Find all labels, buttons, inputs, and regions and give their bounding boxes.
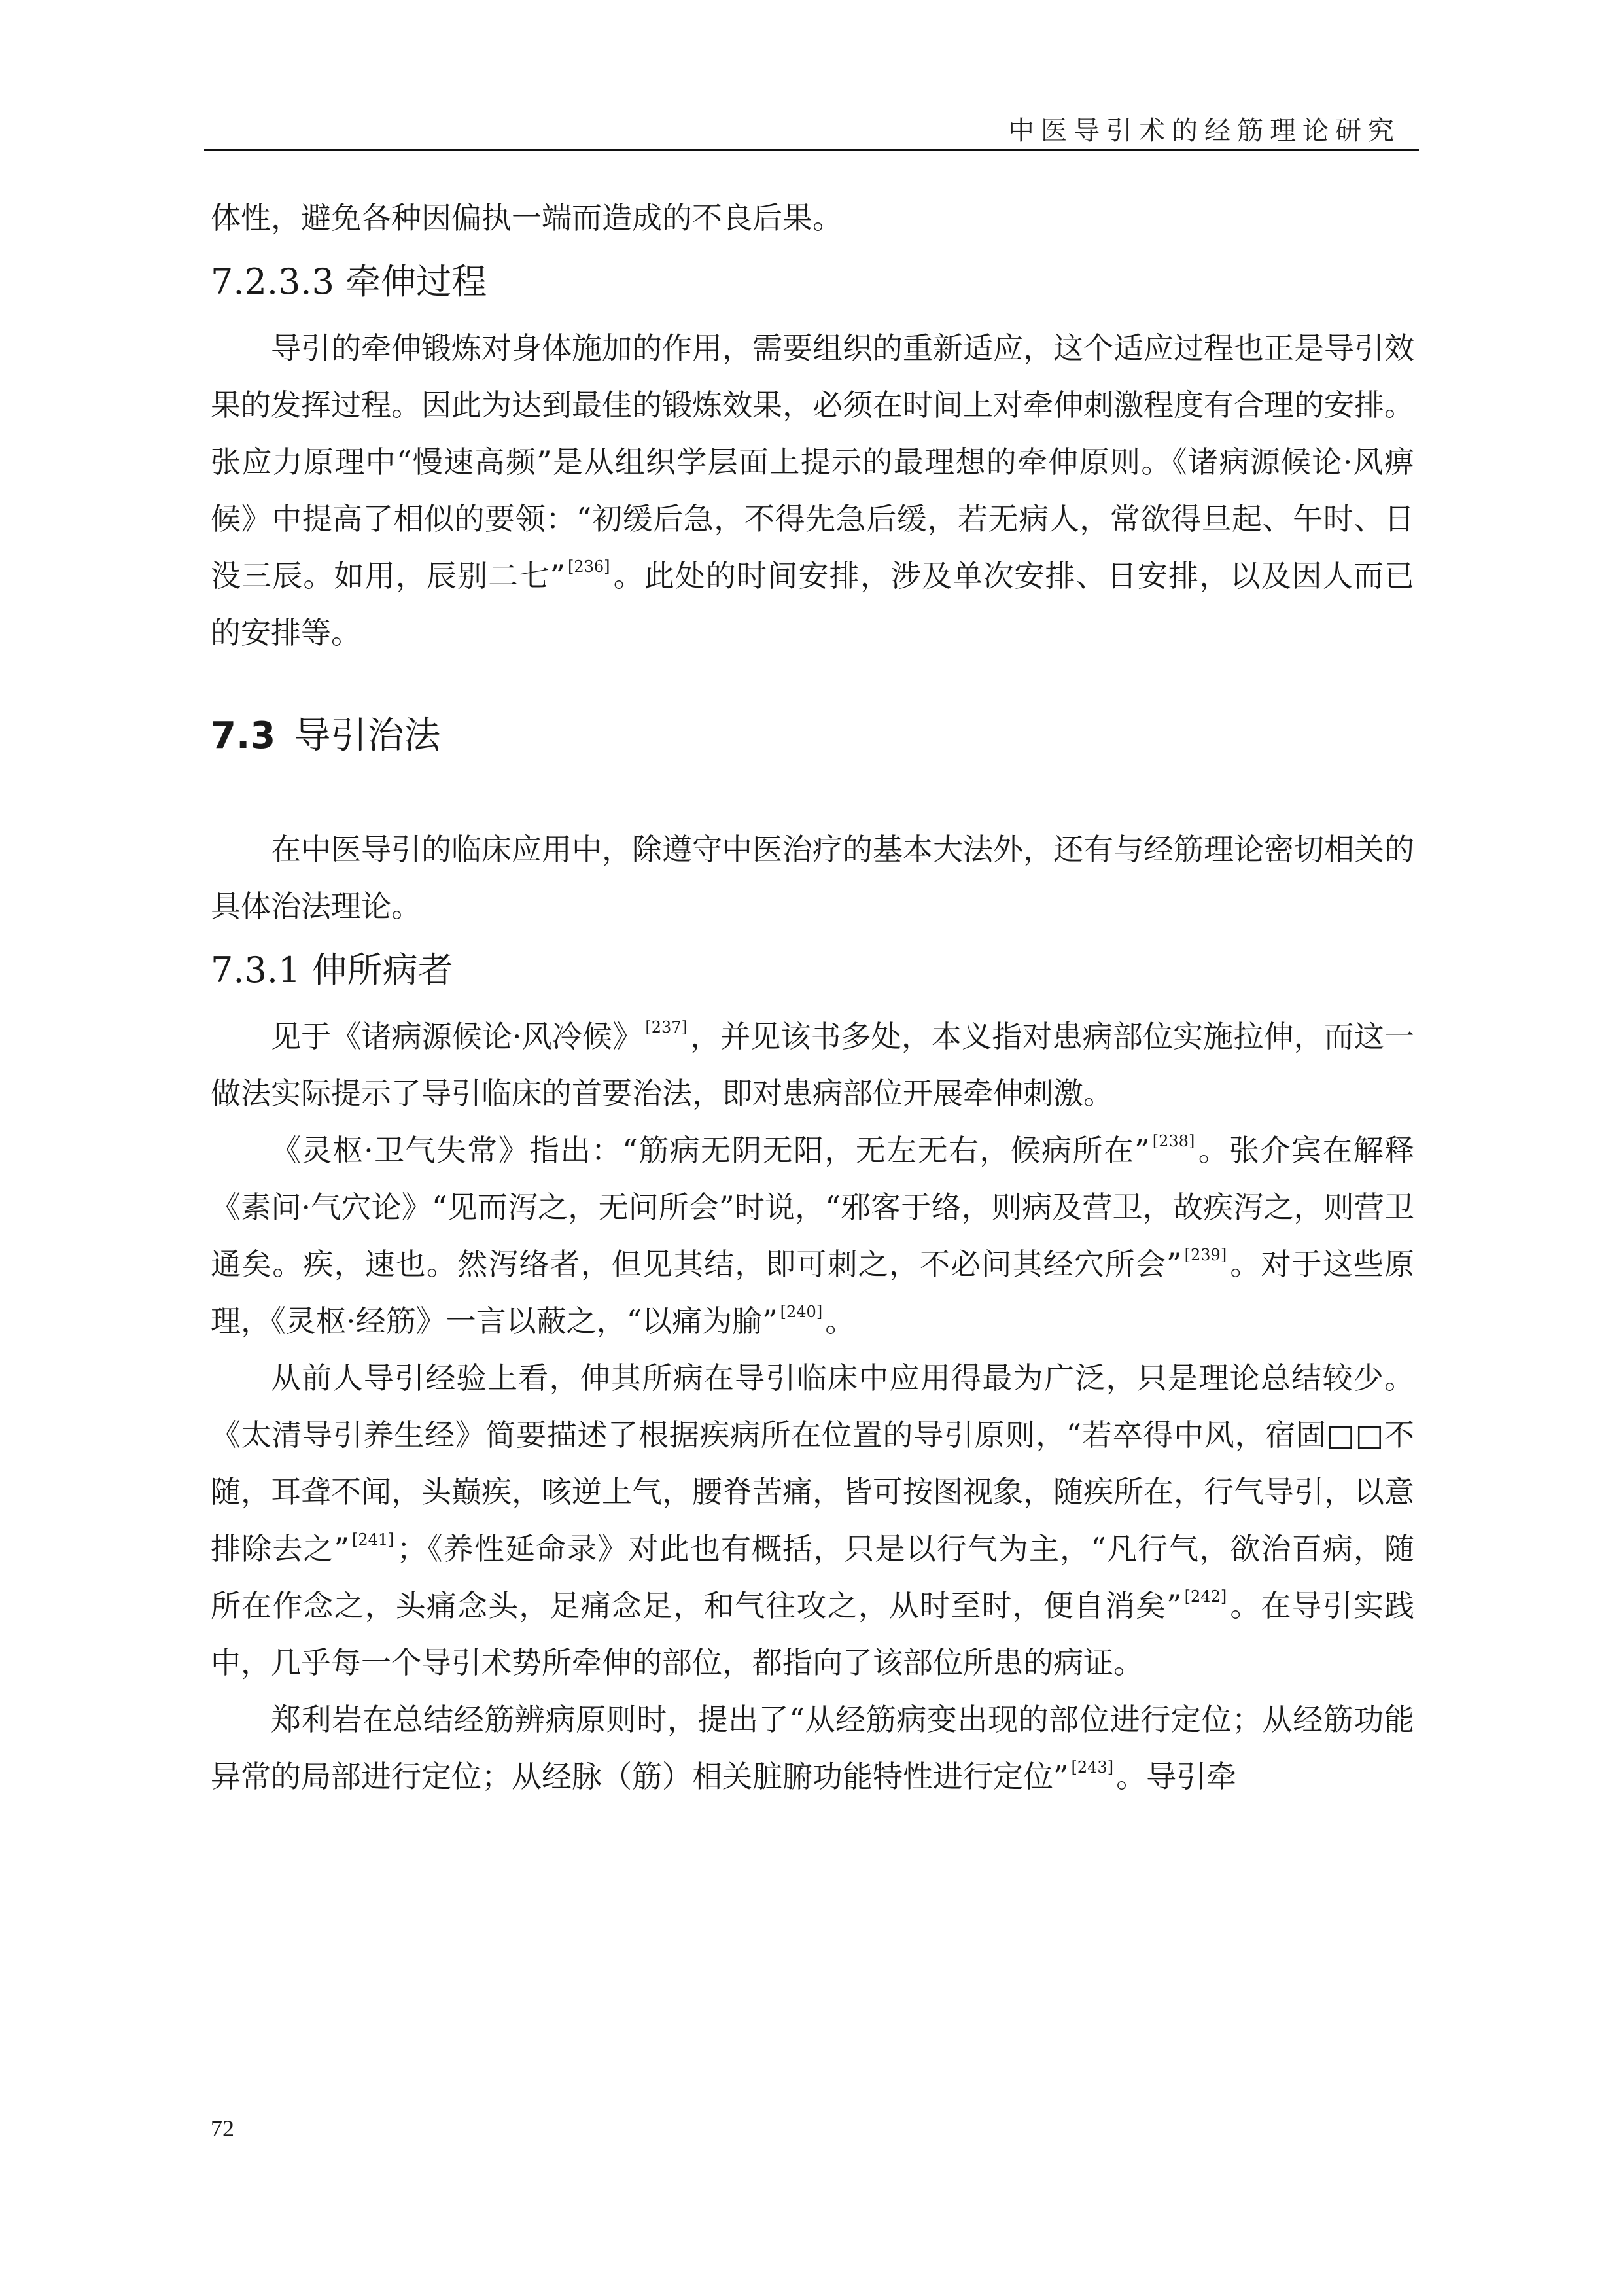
paragraph-zheng [211,1691,1414,1805]
paragraph-intro: 在中医导引的临床应用中，除遵守中医治疗的基本大法外，还有与经筋理论密切相关的具体治法理论。 [211,832,1414,924]
header-rule [204,149,1419,151]
paragraph-text: 。对于这些原理，《灵枢·经筋》一言以蔽之，“以痛为腧” [211,1246,1414,1339]
paragraph-text: 郑利岩在总结经筋辨病原则时，提出了“从经筋病变出现的部位进行定位；从经筋功能异常的局部进行定位；从经脉（筋）相关脏腑功能特性进行定位” [211,1702,1414,1794]
running-header: 中医导引术的经筋理论研究 [1008,116,1401,146]
paragraph-text: 。在导引实践中，几乎每一个导引术势所牵伸的部位，都指向了该部位所患的病证。 [211,1588,1414,1680]
paragraph-source [211,1008,1414,1122]
section-heading-7-2-3-3: 7.2.3.3 牵伸过程 [211,261,487,302]
paragraph-lingshu [211,1122,1414,1350]
section-title: 导引治法 [294,715,441,757]
citation-ref: [237] [645,1018,688,1036]
citation-ref: [241] [352,1530,394,1549]
citation-ref: [236] [567,557,610,576]
paragraph-experience [211,1350,1414,1691]
paragraph-text: 从前人导引经验上看，伸其所病在导引临床中应用得最为广泛，只是理论总结较少。《太清导引养生经》简要描述了根据疾病所在位置的导引原则，“若卒得中风，宿固□□不随，耳聋不闻，头巅疾，咳逆上气，腰脊苦痛，皆可按图视象，随疾所在，行气导引，以意排除去之” [211,1360,1414,1566]
citation-ref: [240] [780,1303,823,1321]
paragraph-text: 。导引牵 [1116,1759,1237,1794]
paragraph-text: 。张介宾在解释《素问·气穴论》“见而泻之，无问所会”时说，“邪客于络，则病及营卫，故疾泻之，则营卫通矣。疾，速也。然泻络者，但见其结，即可刺之，不必问其经穴所会” [211,1133,1415,1282]
citation-ref: [238] [1152,1132,1195,1150]
citation-ref: [242] [1184,1587,1227,1606]
section-number: 7.3 [211,715,276,757]
page-body [211,190,1414,1805]
paragraph-text: 导引的牵伸锻炼对身体施加的作用，需要组织的重新适应，这个适应过程也正是导引效果的发挥过程。因此为达到最佳的锻炼效果，必须在时间上对牵伸刺激程度有合理的安排。张应力原理中“慢速高频”是从组织学层面上提示的最理想的牵伸原则。《诸病源候论·风痹候》中提高了相似的要领：“初缓后急，不得先急后缓，若无病人，常欲得旦起、午时、日没三辰。如用，辰别二七” [211,330,1414,593]
page-number: 72 [211,2115,234,2142]
section-heading-7-3 [211,707,1414,765]
paragraph-text: 。 [825,1303,856,1339]
paragraph-text: ；《养性延命录》对此也有概括，只是以行气为主，“凡行气，欲治百病，随所在作念之，头痛念头，足痛念足，和气往攻之，从时至时，便自消矣” [211,1531,1414,1623]
paragraph-text: 。此处的时间安排，涉及单次安排、日安排，以及因人而已的安排等。 [211,558,1414,650]
citation-ref: [243] [1071,1758,1114,1776]
citation-ref: [239] [1184,1246,1227,1264]
section-heading-7-3-1: 7.3.1 伸所病者 [211,949,453,991]
paragraph-continuation: 体性，避免各种因偏执一端而造成的不良后果。 [211,200,843,236]
paragraph-text: ，并见该书多处，本义指对患病部位实施拉伸，而这一做法实际提示了导引临床的首要治法，即对患病部位开展牵伸刺激。 [211,1019,1415,1111]
paragraph-text: 见于《诸病源候论·风冷候》 [271,1019,643,1054]
paragraph-text: 《灵枢·卫气失常》指出：“筋病无阴无阳，无左无右，候病所在” [271,1133,1150,1168]
paragraph-stretching-process [211,320,1414,662]
